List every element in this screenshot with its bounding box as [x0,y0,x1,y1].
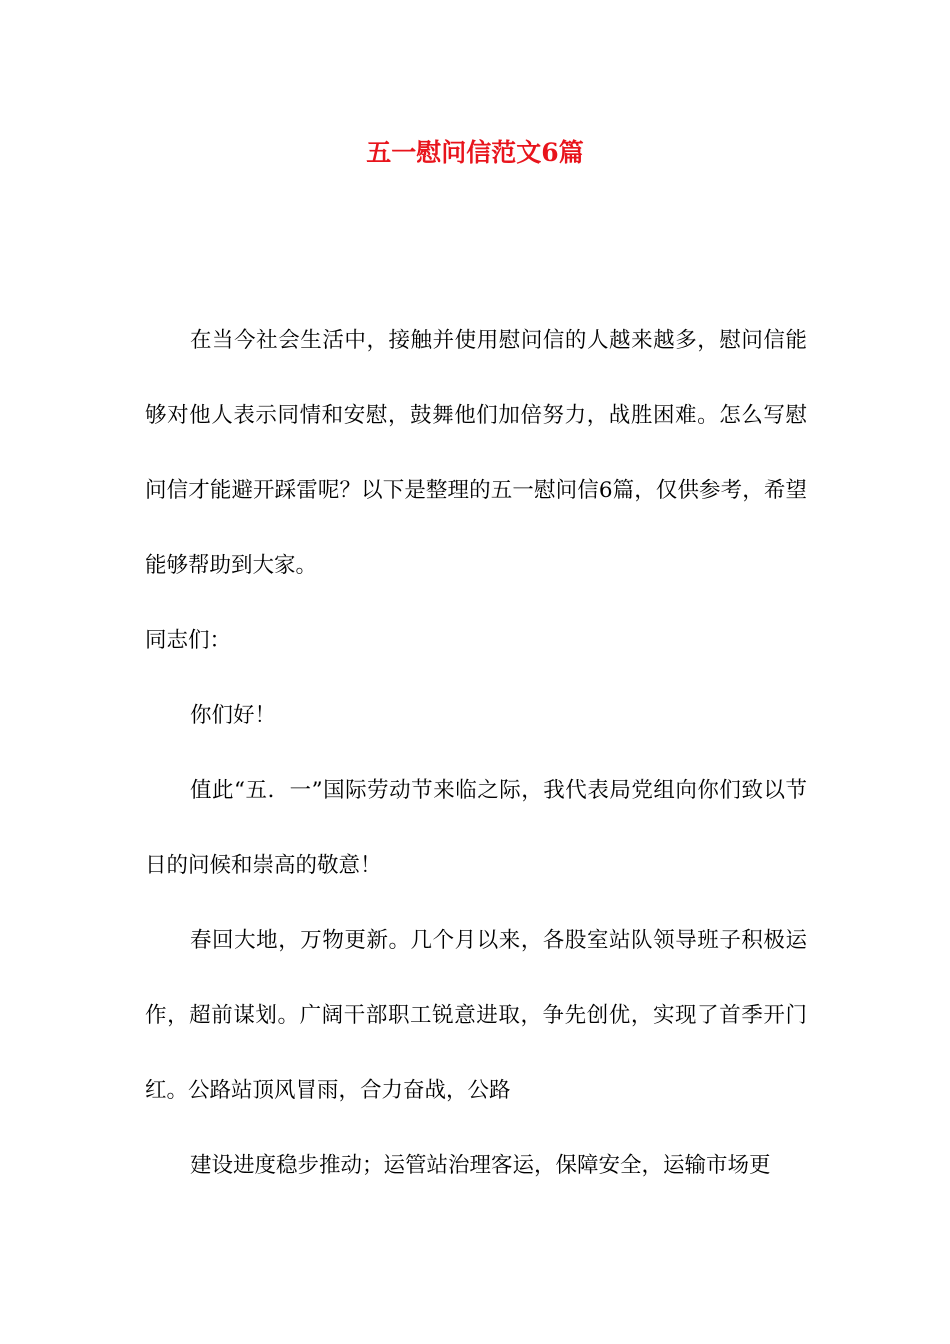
salutation: 同志们： [145,628,232,653]
greeting: 你们好！ [190,703,277,728]
intro-block [145,303,807,603]
body-paragraph: 春回大地，万物更新。几个月以来，各股室站队领导班子积极运作，超前谋划。广阔干部职工锐意进取，争先创优，实现了首季开门红。公路站顶风冒雨，合力奋战，公路 [145,928,807,1103]
document-title: 五一慰问信范文6篇 [366,138,584,167]
body-paragraph: 建设进度稳步推动；运管站治理客运，保障安全，运输市场更 [190,1153,771,1178]
holiday-wishes-block [145,753,807,903]
work-summary-block [145,903,807,1128]
body-paragraph: 值此“五．一”国际劳动节来临之际，我代表局党组向你们致以节日的问候和崇高的敬意！ [145,778,807,878]
greeting-block [145,678,807,753]
intro-paragraph: 在当今社会生活中，接触并使用慰问信的人越来越多，慰问信能够对他人表示同情和安慰，鼓舞他们加倍努力，战胜困难。怎么写慰问信才能避开踩雷呢？以下是整理的五一慰问信6篇，仅供参考，希望能够帮助到大家。 [145,328,807,578]
salutation-block [145,603,807,678]
road-construction-block [145,1128,807,1203]
